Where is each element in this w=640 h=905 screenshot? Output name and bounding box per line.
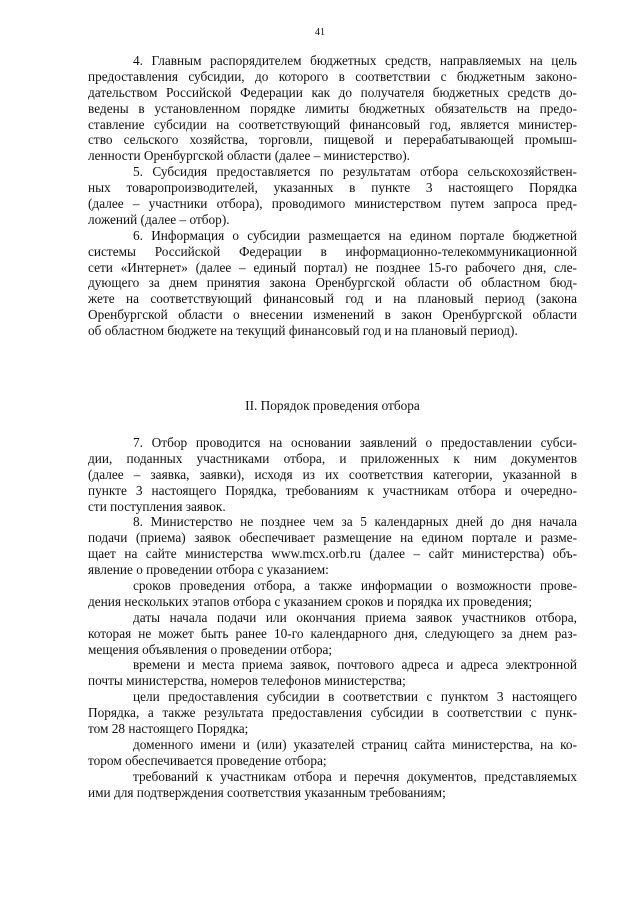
page-number: 41 (315, 27, 325, 38)
text-line: доменного имени и (или) указателей страниц сайта министерства, на ко- (133, 736, 577, 752)
paragraph-p4 (88, 53, 577, 164)
text-line: (далее – заявка, заявки), исходя из их соответствия категории, указанной в (88, 466, 577, 482)
text-line: ство сельского хозяйства, торговли, пищевой и перерабатывающей промыш- (88, 132, 577, 148)
text-line: времени и места приема заявок, почтового адреса и адреса электронной (133, 657, 577, 673)
section-heading: II. Порядок проведения отбора (245, 398, 420, 413)
text-line: жете на соответствующий финансовый год и на плановый период (закона (88, 291, 577, 307)
paragraph-p7 (88, 435, 577, 514)
text-line: том 28 настоящего Порядка; (88, 721, 249, 737)
text-line: 8. Министерство не позднее чем за 5 календарных дней до дня начала (133, 514, 577, 530)
paragraph-p8-item1 (88, 578, 577, 610)
text-line: цели предоставления субсидии в соответствии с пунктом 3 настоящего (133, 689, 577, 705)
text-line: мещения объявления о проведении отбора; (88, 641, 333, 657)
text-line: (далее – участники отбора), проводимого министерством путем запроса пред- (88, 196, 577, 212)
body-text-top (88, 53, 577, 339)
text-line: требований к участникам отбора и перечня документов, представляемых (133, 768, 577, 784)
text-line: щает на сайте министерства www.mcx.orb.ru (далее – сайт министерства) объ- (88, 546, 577, 562)
text-line: даты начала подачи или окончания приема заявок участников отбора, (133, 609, 577, 625)
section-heading-block (88, 398, 577, 414)
paragraph-p5 (88, 164, 577, 228)
text-line: дательством Российской Федерации как до получателя бюджетных средств до- (88, 84, 577, 100)
paragraph-p6 (88, 228, 577, 339)
paragraph-p8-item3 (88, 657, 577, 689)
text-line: пункте 3 настоящего Порядка, требованиям к участникам отбора и очередно- (88, 482, 577, 498)
text-line: системы Российской Федерации в информационно-телекоммуникационной (88, 243, 577, 259)
text-line: сети «Интернет» (далее – единый портал) не позднее 15-го рабочего дня, сле- (88, 259, 577, 275)
paragraph-p8 (88, 514, 577, 578)
text-line: тором обеспечивается проведение отбора; (88, 752, 327, 768)
text-line: Порядка, а также результата предоставления субсидии в соответствии с пунк- (88, 705, 577, 721)
text-line: ленности Оренбургской области (далее – министерство). (88, 148, 411, 164)
text-line: дующего за днем принятия закона Оренбургской области об областном бюд- (88, 275, 577, 291)
paragraph-p8-item5 (88, 737, 577, 769)
text-line: сти поступления заявок. (88, 498, 226, 514)
text-line: ставление субсидии на соответствующий финансовый год, является министер- (88, 116, 577, 132)
text-line: почты министерства, номеров телефонов министерства; (88, 673, 406, 689)
text-line: ими для подтверждения соответствия указанным требованиям; (88, 784, 446, 800)
text-line: 6. Информация о субсидии размещается на едином портале бюджетной (133, 227, 577, 243)
paragraph-p8-item6 (88, 769, 577, 801)
text-line: ных товаропроизводителей, указанных в пункте 3 настоящего Порядка (88, 180, 577, 196)
text-line: ведены в установленном порядке лимиты бюджетных обязательств на предо- (88, 100, 577, 116)
text-line: об областном бюджете на текущий финансовый год и на плановый период). (88, 323, 518, 339)
text-line: ложений (далее – отбор). (88, 211, 230, 227)
text-line: 5. Субсидия предоставляется по результатам отбора сельскохозяйствен- (133, 164, 577, 180)
text-line: предоставления субсидии, до которого в соответствии с бюджетным законо- (88, 68, 577, 84)
text-line: дии, поданных участниками отбора, и приложенных к ним документов (88, 450, 577, 466)
text-line: Оренбургской области о внесении изменений в закон Оренбургской области (88, 307, 577, 323)
text-line: 7. Отбор проводится на основании заявлений о предоставлении субси- (133, 435, 577, 450)
text-line: сроков проведения отбора, а также информации о возможности прове- (133, 578, 577, 594)
text-line: которая не может быть ранее 10-го календарного дня, следующего за днем раз- (88, 625, 577, 641)
paragraph-p8-item4 (88, 689, 577, 737)
body-text-bottom (88, 435, 577, 800)
text-line: дения нескольких этапов отбора с указанием сроков и порядка их проведения; (88, 593, 533, 609)
text-line: явление о проведении отбора с указанием: (88, 562, 329, 578)
paragraph-p8-item2 (88, 610, 577, 658)
text-line: 4. Главным распорядителем бюджетных средств, направляемых на цель (133, 53, 577, 68)
text-line: подачи (приема) заявок обеспечивает размещение на едином портале и разме- (88, 530, 577, 546)
